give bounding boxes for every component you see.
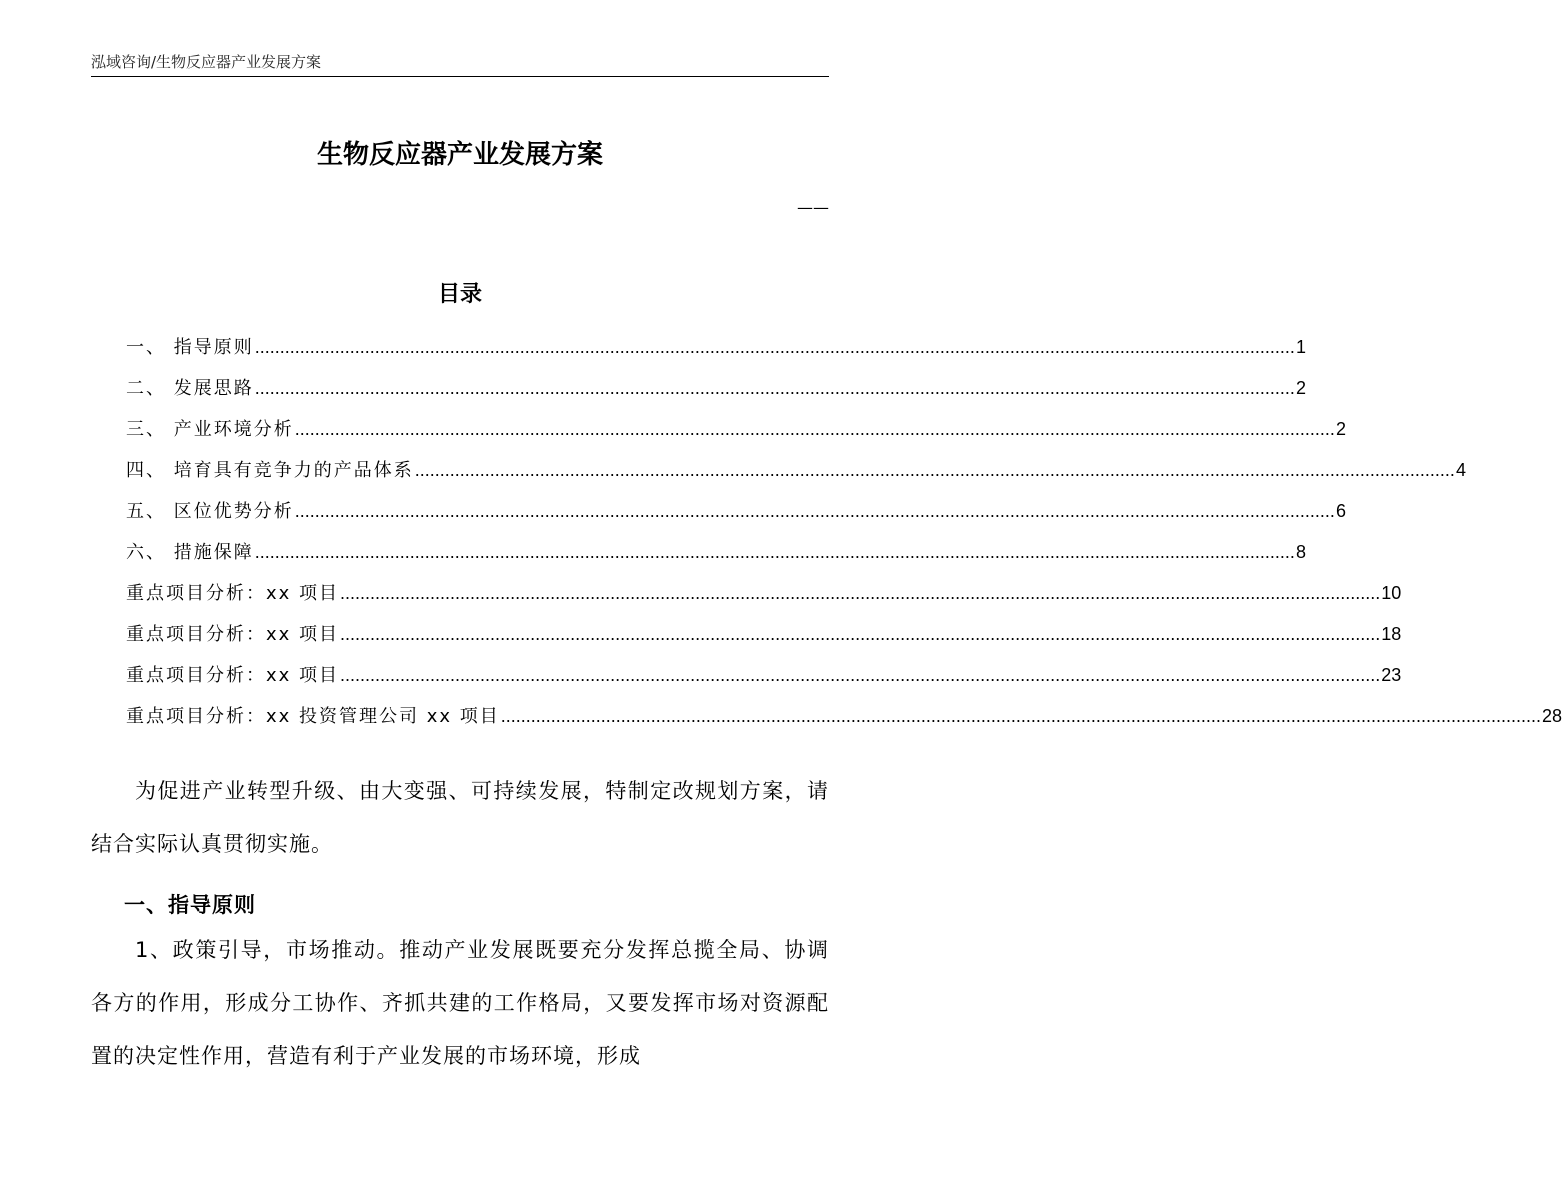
toc-entry-label: 重点项目分析：xx 项目: [126, 624, 340, 645]
toc-entry-guiding-principles[interactable]: [126, 330, 1306, 371]
toc-dot-leader: ................................................................................................................................................................................................................: [500, 706, 1541, 726]
toc-page-number: 1: [1295, 337, 1306, 357]
toc-dot-leader: ................................................................................................................................................................................................................: [340, 624, 1381, 644]
table-of-contents: [126, 330, 1562, 740]
toc-page-number: 4: [1455, 460, 1466, 480]
toc-title: 目录: [437, 282, 482, 307]
section-1-paragraph: 1、政策引导，市场推动。推动产业发展既要充分发挥总揽全局、协调各方的作用，形成分工协作、齐抓共建的工作格局，又要发挥市场对资源配置的决定性作用，营造有利于产业发展的市场环境，形成: [91, 938, 829, 1068]
toc-page-number: 28: [1541, 706, 1562, 726]
toc-entry-industry-environment[interactable]: [126, 412, 1346, 453]
toc-entry-label: 三、 产业环境分析: [126, 419, 294, 440]
header-divider: [91, 76, 829, 77]
toc-entry-location-advantage[interactable]: [126, 494, 1346, 535]
toc-entry-label: 五、 区位优势分析: [126, 501, 294, 522]
toc-entry-label: 重点项目分析：xx 项目: [126, 583, 340, 604]
toc-page-number: 2: [1295, 378, 1306, 398]
toc-entry-label: 二、 发展思路: [126, 378, 254, 399]
toc-entry-label: 一、 指导原则: [126, 337, 254, 358]
toc-entry-key-project-1[interactable]: [126, 576, 1402, 617]
toc-entry-key-project-4[interactable]: [126, 699, 1562, 740]
toc-page-number: 23: [1381, 665, 1402, 685]
toc-page-number: 2: [1335, 419, 1346, 439]
toc-entry-key-project-2[interactable]: [126, 617, 1402, 658]
toc-entry-label: 四、 培育具有竞争力的产品体系: [126, 460, 414, 481]
toc-dot-leader: ................................................................................................................................................................................................................: [294, 419, 1335, 439]
toc-page-number: 18: [1381, 624, 1402, 644]
toc-entry-label: 重点项目分析：xx 项目: [126, 665, 340, 686]
section-heading-guiding-principles: 一、指导原则: [124, 893, 256, 917]
toc-page-number: 6: [1335, 501, 1346, 521]
toc-entry-key-project-3[interactable]: [126, 658, 1402, 699]
toc-entry-development-ideas[interactable]: [126, 371, 1306, 412]
toc-dot-leader: ................................................................................................................................................................................................................: [254, 542, 1295, 562]
toc-dot-leader: ................................................................................................................................................................................................................: [414, 460, 1455, 480]
toc-dot-leader: ................................................................................................................................................................................................................: [254, 378, 1295, 398]
toc-entry-label: 六、 措施保障: [126, 542, 254, 563]
toc-dot-leader: ................................................................................................................................................................................................................: [254, 337, 1295, 357]
document-title: 生物反应器产业发展方案: [316, 140, 603, 170]
toc-page-number: 10: [1381, 583, 1402, 603]
toc-page-number: 8: [1295, 542, 1306, 562]
toc-dot-leader: ................................................................................................................................................................................................................: [340, 665, 1381, 685]
toc-dot-leader: ................................................................................................................................................................................................................: [340, 583, 1381, 603]
toc-entry-label: 重点项目分析：xx 投资管理公司 xx 项目: [126, 706, 500, 727]
toc-entry-product-system[interactable]: [126, 453, 1466, 494]
running-header: 泓域咨询/生物反应器产业发展方案: [91, 53, 322, 71]
toc-entry-safeguard-measures[interactable]: [126, 535, 1306, 576]
intro-paragraph: 为促进产业转型升级、由大变强、可持续发展，特制定改规划方案，请结合实际认真贯彻实施。: [91, 779, 829, 856]
title-dash-mark: ——: [797, 198, 829, 217]
toc-dot-leader: ................................................................................................................................................................................................................: [294, 501, 1335, 521]
